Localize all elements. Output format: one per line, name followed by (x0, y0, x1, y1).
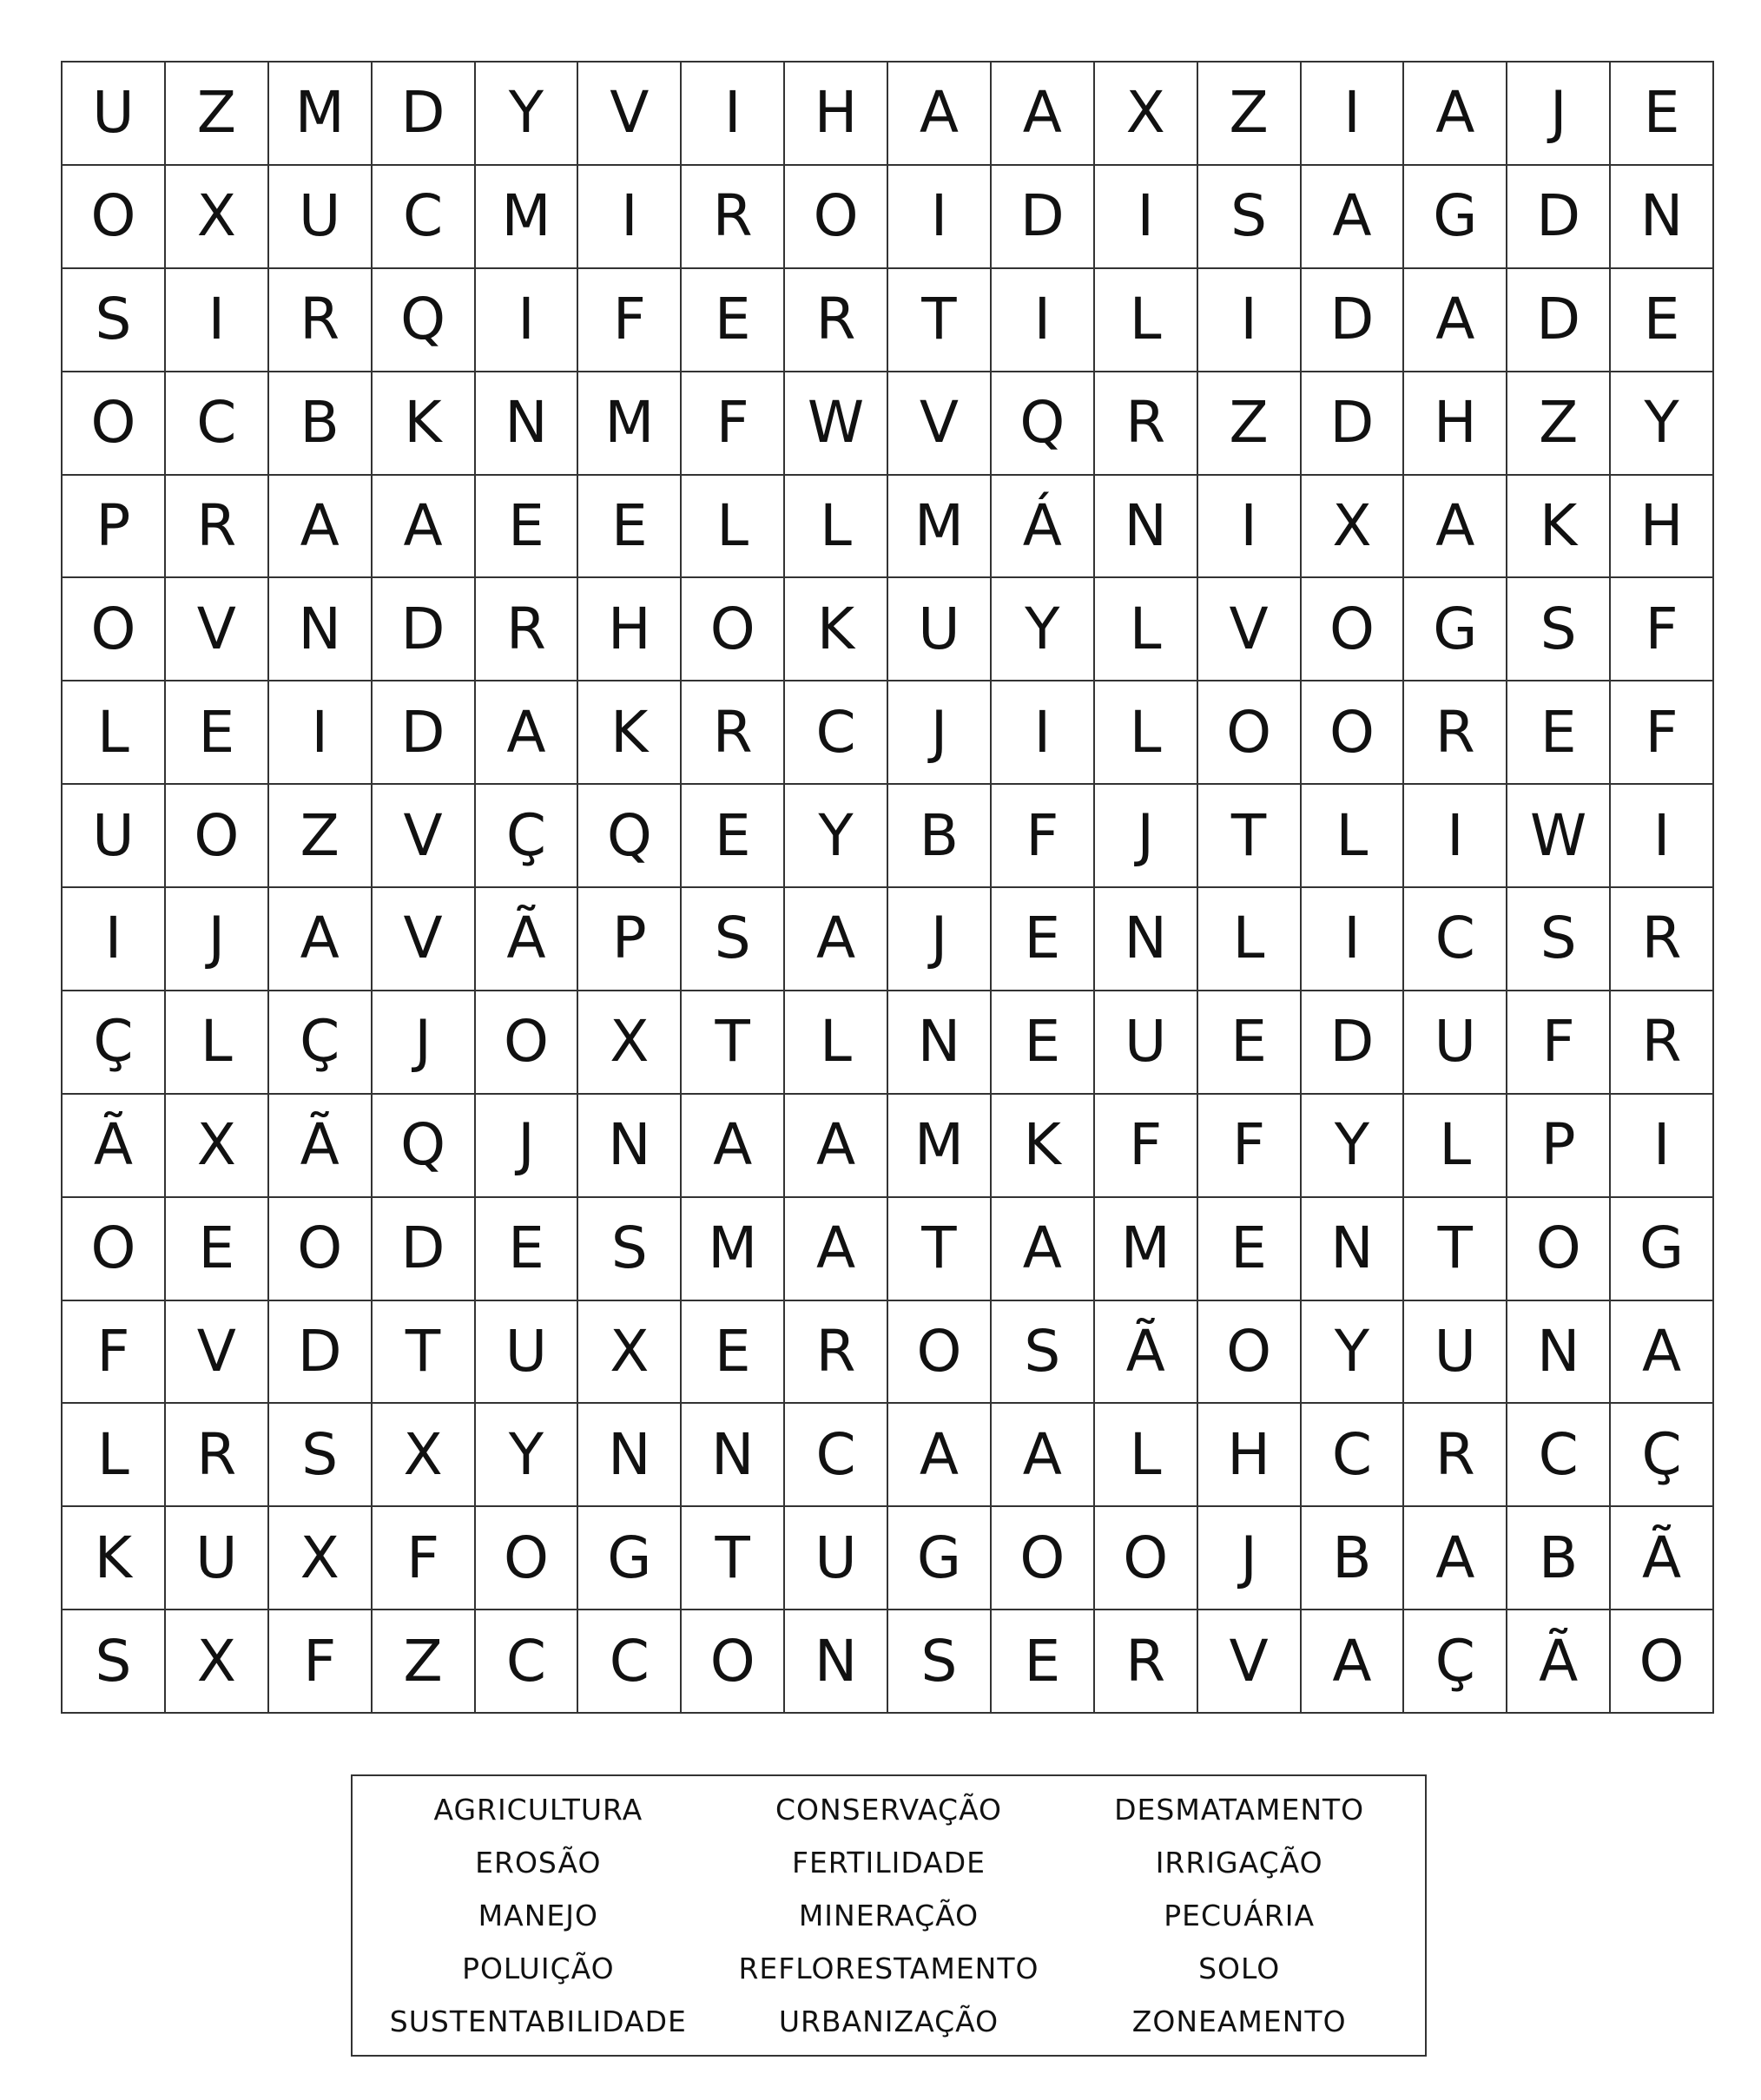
grid-cell[interactable]: N (1507, 1301, 1611, 1405)
word-list-item: CONSERVAÇÃO (775, 1793, 1003, 1827)
grid-cell[interactable]: F (63, 1301, 166, 1405)
grid-cell[interactable]: L (1095, 681, 1198, 785)
grid-cell[interactable]: J (888, 888, 992, 991)
grid-cell[interactable]: Y (1611, 372, 1714, 476)
grid-cell[interactable]: X (166, 166, 269, 269)
grid-cell[interactable]: O (682, 1610, 785, 1714)
grid-cell[interactable]: U (269, 166, 373, 269)
grid-cell[interactable]: N (578, 1404, 682, 1507)
grid-cell[interactable]: I (1404, 785, 1507, 888)
word-list-item: SUSTENTABILIDADE (389, 2005, 687, 2038)
grid-cell[interactable]: K (373, 372, 476, 476)
grid-cell[interactable]: O (63, 1198, 166, 1301)
grid-cell[interactable]: P (1507, 1095, 1611, 1198)
grid-cell[interactable]: I (166, 269, 269, 372)
grid-cell[interactable]: O (1507, 1198, 1611, 1301)
grid-cell[interactable]: A (1404, 63, 1507, 166)
grid-cell[interactable]: I (578, 166, 682, 269)
grid-cell[interactable]: E (476, 1198, 579, 1301)
grid-cell[interactable]: E (1611, 269, 1714, 372)
grid-cell[interactable]: N (888, 991, 992, 1095)
grid-cell[interactable]: P (578, 888, 682, 991)
grid-cell[interactable]: F (578, 269, 682, 372)
grid-cell[interactable]: L (1198, 888, 1302, 991)
grid-cell[interactable]: E (992, 888, 1095, 991)
grid-cell[interactable]: P (63, 476, 166, 579)
grid-cell[interactable]: D (373, 578, 476, 681)
grid-cell[interactable]: J (1507, 63, 1611, 166)
grid-cell[interactable]: U (785, 1507, 888, 1610)
grid-cell[interactable]: R (1611, 991, 1714, 1095)
grid-cell[interactable]: F (1611, 578, 1714, 681)
grid-cell[interactable]: A (785, 1198, 888, 1301)
grid-cell[interactable]: M (682, 1198, 785, 1301)
grid-cell[interactable]: C (785, 1404, 888, 1507)
grid-cell[interactable]: Ç (63, 991, 166, 1095)
grid-cell[interactable]: E (1611, 63, 1714, 166)
grid-cell[interactable]: L (1302, 785, 1405, 888)
grid-cell[interactable]: J (476, 1095, 579, 1198)
grid-cell[interactable]: L (1095, 269, 1198, 372)
grid-cell[interactable]: I (1198, 476, 1302, 579)
grid-cell[interactable]: M (1095, 1198, 1198, 1301)
grid-cell[interactable]: U (888, 578, 992, 681)
grid-cell[interactable]: U (63, 63, 166, 166)
grid-cell[interactable]: V (888, 372, 992, 476)
grid-cell[interactable]: I (1302, 63, 1405, 166)
grid-cell[interactable]: Z (1507, 372, 1611, 476)
grid-cell[interactable]: A (269, 476, 373, 579)
grid-cell[interactable]: D (373, 681, 476, 785)
grid-cell[interactable]: J (166, 888, 269, 991)
grid-cell[interactable]: I (992, 269, 1095, 372)
word-list-item: REFLORESTAMENTO (738, 1952, 1039, 1985)
grid-cell[interactable]: N (1095, 888, 1198, 991)
grid-cell[interactable]: D (1302, 372, 1405, 476)
grid-cell[interactable]: S (63, 1610, 166, 1714)
grid-cell[interactable]: Y (992, 578, 1095, 681)
grid-cell[interactable]: C (785, 681, 888, 785)
grid-cell[interactable]: F (992, 785, 1095, 888)
grid-cell[interactable]: R (682, 166, 785, 269)
grid-cell[interactable]: J (1095, 785, 1198, 888)
grid-cell[interactable]: B (269, 372, 373, 476)
grid-cell[interactable]: C (578, 1610, 682, 1714)
grid-cell[interactable]: Ã (476, 888, 579, 991)
grid-cell[interactable]: F (1611, 681, 1714, 785)
grid-cell[interactable]: R (785, 269, 888, 372)
grid-cell[interactable]: D (373, 63, 476, 166)
grid-cell[interactable]: V (166, 1301, 269, 1405)
grid-cell[interactable]: G (1404, 578, 1507, 681)
grid-cell[interactable]: L (785, 991, 888, 1095)
grid-cell[interactable]: E (992, 1610, 1095, 1714)
grid-cell[interactable]: X (1095, 63, 1198, 166)
word-list-item: URBANIZAÇÃO (778, 2005, 999, 2038)
grid-cell[interactable]: S (1507, 578, 1611, 681)
grid-cell[interactable]: R (269, 269, 373, 372)
grid-cell[interactable]: R (682, 681, 785, 785)
grid-cell[interactable]: K (578, 681, 682, 785)
grid-cell[interactable]: A (1404, 269, 1507, 372)
grid-cell[interactable]: A (888, 1404, 992, 1507)
grid-cell[interactable]: F (373, 1507, 476, 1610)
grid-cell[interactable]: O (166, 785, 269, 888)
grid-cell[interactable]: A (785, 1095, 888, 1198)
grid-cell[interactable]: O (785, 166, 888, 269)
grid-cell[interactable]: N (682, 1404, 785, 1507)
grid-cell[interactable]: Z (1198, 372, 1302, 476)
grid-cell[interactable]: E (1198, 1198, 1302, 1301)
grid-cell[interactable]: U (476, 1301, 579, 1405)
grid-cell[interactable]: V (1198, 1610, 1302, 1714)
grid-cell[interactable]: O (476, 1507, 579, 1610)
grid-cell[interactable]: Y (1302, 1095, 1405, 1198)
grid-cell[interactable]: Q (992, 372, 1095, 476)
grid-cell[interactable]: Y (785, 785, 888, 888)
word-list (351, 1774, 1427, 2057)
grid-cell[interactable]: Z (373, 1610, 476, 1714)
grid-cell[interactable]: X (578, 991, 682, 1095)
grid-cell[interactable]: I (1611, 1095, 1714, 1198)
grid-cell[interactable]: M (578, 372, 682, 476)
grid-cell[interactable]: E (1198, 991, 1302, 1095)
grid-cell[interactable]: V (1198, 578, 1302, 681)
grid-cell[interactable]: T (682, 991, 785, 1095)
grid-cell[interactable]: C (166, 372, 269, 476)
grid-cell[interactable]: A (1302, 1610, 1405, 1714)
grid-cell[interactable]: Q (373, 1095, 476, 1198)
word-list-item: SOLO (1198, 1952, 1281, 1985)
grid-cell[interactable]: N (785, 1610, 888, 1714)
grid-cell[interactable]: K (992, 1095, 1095, 1198)
grid-cell[interactable]: M (476, 166, 579, 269)
grid-cell[interactable]: X (166, 1610, 269, 1714)
grid-cell[interactable]: Ç (1611, 1404, 1714, 1507)
grid-cell[interactable]: I (992, 681, 1095, 785)
grid-cell[interactable]: Ã (269, 1095, 373, 1198)
grid-cell[interactable]: S (1198, 166, 1302, 269)
grid-cell[interactable]: X (166, 1095, 269, 1198)
grid-cell[interactable]: S (992, 1301, 1095, 1405)
grid-cell[interactable]: D (1302, 269, 1405, 372)
grid-cell[interactable]: K (1507, 476, 1611, 579)
grid-cell[interactable]: I (63, 888, 166, 991)
grid-cell[interactable]: O (1611, 1610, 1714, 1714)
grid-cell[interactable]: G (888, 1507, 992, 1610)
word-list-item: EROSÃO (475, 1846, 602, 1879)
grid-cell[interactable]: E (992, 991, 1095, 1095)
grid-cell[interactable]: Y (476, 63, 579, 166)
grid-cell[interactable]: Z (1198, 63, 1302, 166)
grid-cell[interactable]: A (1404, 1507, 1507, 1610)
grid-cell[interactable]: M (888, 476, 992, 579)
grid-cell[interactable]: O (1095, 1507, 1198, 1610)
grid-cell[interactable]: F (1198, 1095, 1302, 1198)
grid-cell[interactable]: L (785, 476, 888, 579)
grid-cell[interactable]: D (1507, 269, 1611, 372)
grid-cell[interactable]: J (888, 681, 992, 785)
grid-cell[interactable]: C (373, 166, 476, 269)
grid-cell[interactable]: I (1198, 269, 1302, 372)
grid-cell[interactable]: A (1302, 166, 1405, 269)
grid-cell[interactable]: A (476, 681, 579, 785)
grid-cell[interactable]: M (269, 63, 373, 166)
grid-cell[interactable]: L (1095, 1404, 1198, 1507)
grid-cell[interactable]: C (476, 1610, 579, 1714)
word-list-item: POLUIÇÃO (462, 1952, 615, 1985)
grid-cell[interactable]: W (785, 372, 888, 476)
grid-cell[interactable]: A (1404, 476, 1507, 579)
grid-cell[interactable]: Ã (1095, 1301, 1198, 1405)
grid-cell[interactable]: U (1095, 991, 1198, 1095)
grid-cell[interactable]: C (1302, 1404, 1405, 1507)
grid-cell[interactable]: A (888, 63, 992, 166)
word-list-item: MANEJO (478, 1899, 598, 1932)
grid-cell[interactable]: L (682, 476, 785, 579)
grid-cell[interactable]: N (1611, 166, 1714, 269)
grid-cell[interactable]: A (1611, 1301, 1714, 1405)
word-list-item: IRRIGAÇÃO (1155, 1846, 1323, 1879)
grid-cell[interactable]: B (1507, 1507, 1611, 1610)
word-list-item: AGRICULTURA (433, 1793, 643, 1827)
word-list-item: FERTILIDADE (791, 1846, 986, 1879)
grid-cell[interactable]: F (269, 1610, 373, 1714)
grid-cell[interactable]: L (63, 681, 166, 785)
grid-cell[interactable]: I (1611, 785, 1714, 888)
grid-cell[interactable]: Á (992, 476, 1095, 579)
grid-cell[interactable]: V (578, 63, 682, 166)
grid-cell[interactable]: A (785, 888, 888, 991)
letter-grid (61, 61, 1714, 1714)
grid-cell[interactable]: R (1404, 1404, 1507, 1507)
grid-cell[interactable]: T (1404, 1198, 1507, 1301)
grid-cell[interactable]: R (166, 1404, 269, 1507)
grid-cell[interactable]: E (578, 476, 682, 579)
grid-cell[interactable]: A (992, 63, 1095, 166)
grid-cell[interactable]: U (1404, 1301, 1507, 1405)
grid-cell[interactable]: R (1095, 1610, 1198, 1714)
grid-cell[interactable]: H (1404, 372, 1507, 476)
grid-cell[interactable]: E (166, 1198, 269, 1301)
grid-cell[interactable]: O (63, 372, 166, 476)
grid-cell[interactable]: C (1507, 1404, 1611, 1507)
grid-cell[interactable]: O (682, 578, 785, 681)
grid-cell[interactable]: X (1302, 476, 1405, 579)
grid-cell[interactable]: R (166, 476, 269, 579)
grid-cell[interactable]: N (476, 372, 579, 476)
grid-cell[interactable]: N (578, 1095, 682, 1198)
grid-cell[interactable]: S (63, 269, 166, 372)
grid-cell[interactable]: T (888, 1198, 992, 1301)
grid-cell[interactable]: B (1302, 1507, 1405, 1610)
grid-cell[interactable]: T (682, 1507, 785, 1610)
grid-cell[interactable]: T (373, 1301, 476, 1405)
word-list-item: DESMATAMENTO (1114, 1793, 1365, 1827)
grid-cell[interactable]: S (578, 1198, 682, 1301)
grid-cell[interactable]: L (63, 1404, 166, 1507)
grid-cell[interactable]: D (992, 166, 1095, 269)
grid-cell[interactable]: D (1302, 991, 1405, 1095)
grid-cell[interactable]: R (476, 578, 579, 681)
grid-cell[interactable]: S (1507, 888, 1611, 991)
grid-cell[interactable]: D (269, 1301, 373, 1405)
grid-cell[interactable]: A (373, 476, 476, 579)
grid-cell[interactable]: T (888, 269, 992, 372)
grid-cell[interactable]: A (682, 1095, 785, 1198)
grid-cell[interactable]: S (269, 1404, 373, 1507)
grid-cell[interactable]: U (1404, 991, 1507, 1095)
grid-cell[interactable]: E (476, 476, 579, 579)
grid-cell[interactable]: M (888, 1095, 992, 1198)
word-list-item: ZONEAMENTO (1131, 2005, 1347, 2038)
grid-cell[interactable]: Ã (1507, 1610, 1611, 1714)
grid-cell[interactable]: Q (578, 785, 682, 888)
grid-cell[interactable]: Q (373, 269, 476, 372)
grid-cell[interactable]: O (1198, 681, 1302, 785)
grid-cell[interactable]: I (476, 269, 579, 372)
grid-cell[interactable]: V (166, 578, 269, 681)
grid-cell[interactable]: O (992, 1507, 1095, 1610)
grid-cell[interactable]: Ç (269, 991, 373, 1095)
grid-cell[interactable]: G (578, 1507, 682, 1610)
grid-cell[interactable]: L (1404, 1095, 1507, 1198)
grid-cell[interactable]: R (1611, 888, 1714, 991)
grid-cell[interactable]: E (682, 269, 785, 372)
grid-cell[interactable]: I (1095, 166, 1198, 269)
grid-cell[interactable]: O (63, 166, 166, 269)
grid-cell[interactable]: O (1302, 681, 1405, 785)
word-list-item: PECUÁRIA (1164, 1899, 1316, 1932)
grid-cell[interactable]: E (682, 785, 785, 888)
grid-cell[interactable]: U (63, 785, 166, 888)
grid-cell[interactable]: T (1198, 785, 1302, 888)
grid-cell[interactable]: F (682, 372, 785, 476)
grid-cell[interactable]: I (1302, 888, 1405, 991)
grid-cell[interactable]: X (373, 1404, 476, 1507)
grid-cell[interactable]: O (1302, 578, 1405, 681)
grid-cell[interactable]: O (476, 991, 579, 1095)
grid-cell[interactable]: E (682, 1301, 785, 1405)
grid-cell[interactable]: H (1198, 1404, 1302, 1507)
grid-cell[interactable]: H (1611, 476, 1714, 579)
grid-cell[interactable]: J (1198, 1507, 1302, 1610)
grid-cell[interactable]: F (1507, 991, 1611, 1095)
grid-cell[interactable]: V (373, 785, 476, 888)
grid-cell[interactable]: Z (269, 785, 373, 888)
grid-cell[interactable]: H (785, 63, 888, 166)
grid-cell[interactable]: C (1404, 888, 1507, 991)
grid-cell[interactable]: S (682, 888, 785, 991)
grid-cell[interactable]: S (888, 1610, 992, 1714)
grid-cell[interactable]: R (785, 1301, 888, 1405)
grid-cell[interactable]: H (578, 578, 682, 681)
grid-cell[interactable]: D (373, 1198, 476, 1301)
grid-cell[interactable]: O (63, 578, 166, 681)
grid-cell[interactable]: F (1095, 1095, 1198, 1198)
grid-cell[interactable]: A (992, 1198, 1095, 1301)
grid-cell[interactable]: N (1302, 1198, 1405, 1301)
grid-cell[interactable]: I (888, 166, 992, 269)
grid-cell[interactable]: A (992, 1404, 1095, 1507)
grid-cell[interactable]: W (1507, 785, 1611, 888)
grid-cell[interactable]: X (578, 1301, 682, 1405)
grid-cell[interactable]: I (682, 63, 785, 166)
grid-cell[interactable]: G (1611, 1198, 1714, 1301)
grid-cell[interactable]: K (63, 1507, 166, 1610)
grid-cell[interactable]: J (373, 991, 476, 1095)
grid-cell[interactable]: O (1198, 1301, 1302, 1405)
grid-cell[interactable]: X (269, 1507, 373, 1610)
grid-cell[interactable]: D (1507, 166, 1611, 269)
grid-cell[interactable]: Y (476, 1404, 579, 1507)
grid-cell[interactable]: I (269, 681, 373, 785)
grid-cell[interactable]: Y (1302, 1301, 1405, 1405)
grid-cell[interactable]: O (888, 1301, 992, 1405)
grid-cell[interactable]: N (1095, 476, 1198, 579)
grid-cell[interactable]: L (166, 991, 269, 1095)
grid-cell[interactable]: R (1095, 372, 1198, 476)
grid-cell[interactable]: R (1404, 681, 1507, 785)
grid-cell[interactable]: Ç (476, 785, 579, 888)
grid-cell[interactable]: Z (166, 63, 269, 166)
grid-cell[interactable]: K (785, 578, 888, 681)
grid-cell[interactable]: V (373, 888, 476, 991)
grid-cell[interactable]: B (888, 785, 992, 888)
grid-cell[interactable]: U (166, 1507, 269, 1610)
word-list-item: MINERAÇÃO (798, 1899, 979, 1932)
grid-cell[interactable]: A (269, 888, 373, 991)
grid-cell[interactable]: G (1404, 166, 1507, 269)
grid-cell[interactable]: O (269, 1198, 373, 1301)
grid-cell[interactable]: E (166, 681, 269, 785)
grid-cell[interactable]: Ã (63, 1095, 166, 1198)
grid-cell[interactable]: N (269, 578, 373, 681)
grid-cell[interactable]: Ç (1404, 1610, 1507, 1714)
grid-cell[interactable]: Ã (1611, 1507, 1714, 1610)
grid-cell[interactable]: L (1095, 578, 1198, 681)
grid-cell[interactable]: E (1507, 681, 1611, 785)
